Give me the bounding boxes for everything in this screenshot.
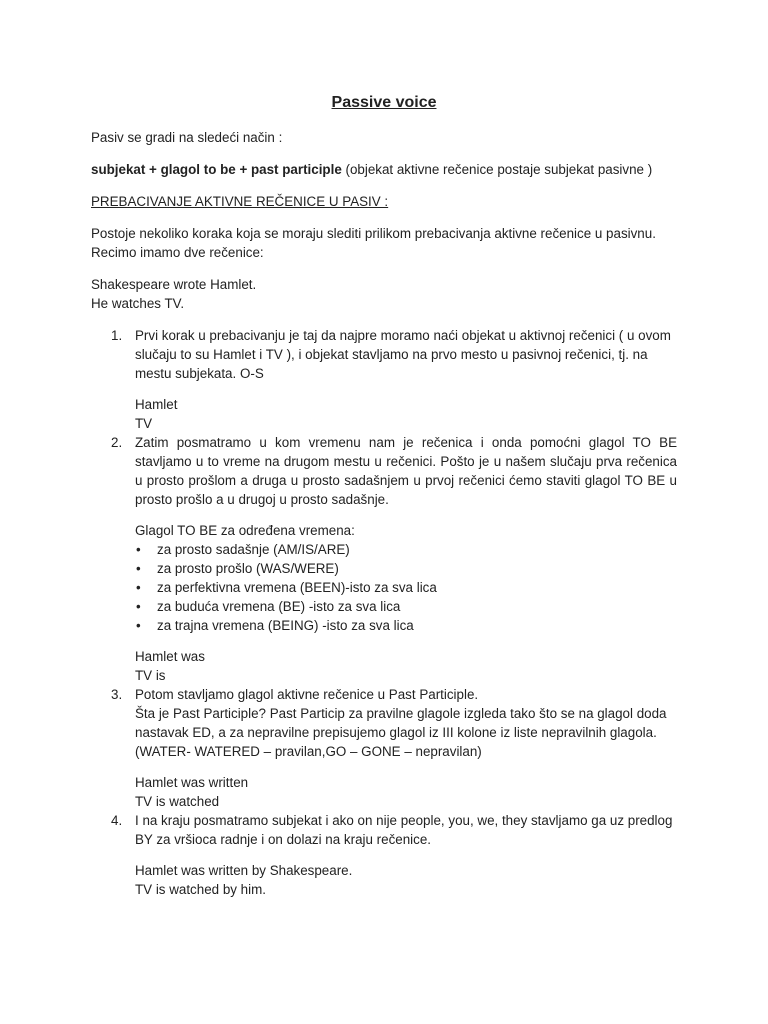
example-line-1: Shakespeare wrote Hamlet. (91, 277, 257, 292)
step-text: Zatim posmatramo u kom vremenu nam je rečenica i onda pomoćni glagol TO BE stavljamo u to vreme na drugom mestu u rečenici. Pošto je u našem slučaju prva rečenica u prosto prošlom a druga u prosto sadašnjem u prvoj rečenici ćemo staviti glagol TO BE u prosto prošlo a u drugoj u prosto sadašnje. (135, 435, 677, 507)
steps-list (91, 326, 677, 899)
step-example-2: TV (135, 416, 153, 431)
list-item: • za prosto sadašnje (AM/IS/ARE) (136, 542, 350, 557)
step-text: Prvi korak u prebacivanju je taj da najpre moramo naći objekat u aktivnoj rečenici ( u ovom slučaju to su Hamlet i TV ), i objekat stavljamo na prvo mesto u pasivnoj rečenici, tj. na mestu subjekata. O-S (135, 328, 671, 381)
bullet-icon: • (136, 580, 141, 595)
list-item: • za perfektivna vremena (BEEN)-isto za sva lica (136, 580, 437, 595)
step-example-2: TV is watched (135, 794, 220, 809)
step-example-2: TV is watched by him. (135, 882, 266, 897)
step-number: 1. (111, 328, 123, 343)
page-title: Passive voice (331, 94, 437, 111)
bullet-icon: • (136, 542, 141, 557)
bullet-icon: • (136, 599, 141, 614)
step-line-1: Potom stavljamo glagol aktivne rečenice u Past Participle. (135, 687, 479, 702)
step-example-1: Hamlet was (135, 649, 205, 664)
step-3 (91, 685, 677, 811)
formula-line (91, 160, 677, 179)
step-text: Šta je Past Participle? Past Particip za pravilne glagole izgleda tako što se na glagol doda nastavak ED, a za nepravilne prepisujemo glagol iz III kolone iz liste nepravilnih glagola. (WATER- WATERED – pravilan,GO – GONE – nepravilan) (135, 706, 667, 759)
step-example-1: Hamlet (135, 397, 178, 412)
step-example-1: Hamlet was written (135, 775, 249, 790)
intro-text: Pasiv se gradi na sledeći način : (91, 130, 283, 145)
bullet-icon: • (136, 618, 141, 633)
step-number: 2. (111, 435, 123, 450)
step-1 (91, 326, 677, 433)
paragraph-line-2: Recimo imamo dve rečenice: (91, 245, 264, 260)
list-item: • za prosto prošlo (WAS/WERE) (136, 561, 339, 576)
example-sentences (91, 275, 677, 313)
formula-bold: subjekat + glagol to be + past participle (91, 162, 342, 177)
step-example-2: TV is (135, 668, 166, 683)
step-text: I na kraju posmatramo subjekat i ako on nije people, you, we, they stavljamo ga uz predlog BY za vršioca radnje i on dolazi na kraju rečenice. (135, 813, 673, 847)
example-line-2: He watches TV. (91, 296, 185, 311)
bullet-icon: • (136, 561, 141, 576)
intro-paragraph (91, 224, 677, 262)
step-number: 3. (111, 687, 123, 702)
step-4 (91, 811, 677, 899)
paragraph-line-1: Postoje nekoliko koraka koja se moraju slediti prilikom prebacivanja aktivne rečenice u pasivnu. (91, 226, 656, 241)
list-item: • za trajna vremena (BEING) -isto za sva lica (136, 618, 414, 633)
step-example-1: Hamlet was written by Shakespeare. (135, 863, 353, 878)
document-page (91, 92, 677, 899)
list-item: • za buduća vremena (BE) -isto za sva lica (136, 599, 401, 614)
step-number: 4. (111, 813, 123, 828)
formula-rest: (objekat aktivne rečenice postaje subjekat pasivne ) (341, 162, 653, 177)
step-2 (91, 433, 677, 685)
to-be-subheading: Glagol TO BE za određena vremena: (135, 523, 355, 538)
tense-bullet-list (135, 540, 677, 635)
section-heading: PREBACIVANJE AKTIVNE REČENICE U PASIV : (91, 194, 389, 209)
